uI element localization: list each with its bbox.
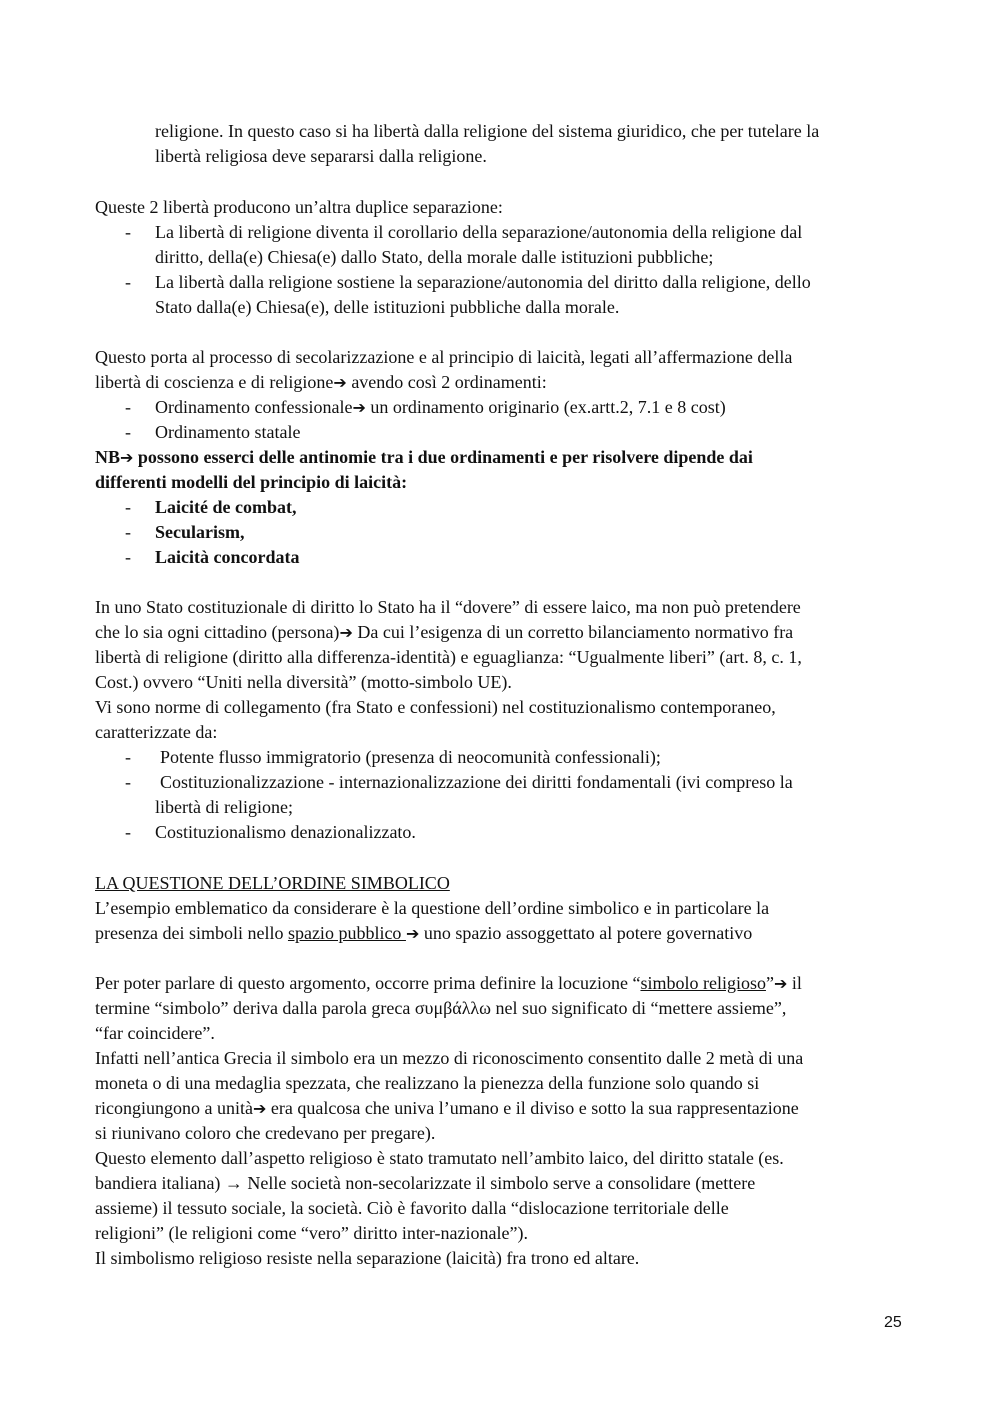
text-line: moneta o di una medaglia spezzata, che realizzano la pienezza della funzione solo quando si [95,1073,760,1093]
text-span: Ordinamento confessionale [155,397,353,417]
list-item-text: Costituzionalizzazione - internazionalizzazione dei diritti fondamentali (ivi compreso la [160,772,793,792]
text-line: libertà religiosa deve separarsi dalla religione. [155,146,487,166]
arrow-icon: ➔ [333,373,347,392]
text-span: libertà di coscienza e di religione [95,372,334,392]
bullet-dash: - [125,397,131,417]
text-line: si riunivano coloro che credevano per pregare). [95,1123,436,1143]
text-line: religioni” (le religioni come “vero” diritto inter-nazionale”). [95,1223,528,1243]
text-span: un ordinamento originario (ex.artt.2, 7.1 e 8 cost) [365,397,726,417]
text-line: religione. In questo caso si ha libertà dalla religione del sistema giuridico, che per tutelare la [155,121,820,141]
text-span: avendo così 2 ordinamenti: [346,372,547,392]
list-item-text: Laicité de combat, [155,497,297,517]
bullet-dash: - [125,547,131,567]
section-heading: LA QUESTIONE DELL’ORDINE SIMBOLICO [95,873,450,893]
bullet-dash: - [125,422,131,442]
text-span: Per poter parlare di questo argomento, occorre prima definire la locuzione “ [95,973,641,993]
arrow-icon: ➔ [339,623,353,642]
arrow-icon: ➔ [120,448,134,467]
text-span: uno spazio assoggettato al potere governativo [419,923,753,943]
arrow-icon: ➔ [352,398,366,417]
list-item [0,220,1000,245]
text-line: bandiera italiana) → Nelle società non-secolarizzate il simbolo serve a consolidare (mettere [95,1173,756,1193]
text-line: Stato dalla(e) Chiesa(e), delle istituzioni pubbliche dalla morale. [155,297,620,317]
arrow-icon: ➔ [405,924,420,943]
list-item-text: Potente flusso immigratorio (presenza di neocomunità confessionali); [160,747,661,767]
text-span: il [787,973,802,993]
text-line: “far coincidere”. [95,1023,215,1043]
text-span: Da cui l’esigenza di un corretto bilanciamento normativo fra [352,622,794,642]
page-number: 25 [884,1314,902,1331]
text-line [95,370,547,395]
text-span: NB [95,447,121,467]
list-item-text: Ordinamento statale [155,422,301,442]
bullet-dash: - [125,747,131,767]
list-item-text: Secularism, [155,522,245,542]
text-line: L’esempio emblematico da considerare è la questione dell’ordine simbolico e in particolare la [95,898,770,918]
list-item [0,495,1000,520]
text-line: libertà di religione (diritto alla differenza-identità) e eguaglianza: “Ugualmente liberi” (art. 8, c. 1, [95,647,802,667]
list-item [0,520,1000,545]
text-line: Cost.) ovvero “Uniti nella diversità” (motto-simbolo UE). [95,672,512,692]
text-line: diritto, della(e) Chiesa(e) dallo Stato, della morale dalle istituzioni pubbliche; [155,247,714,267]
text-span: era qualcosa che univa l’umano e il diviso e sotto la sua rappresentazione [266,1098,799,1118]
text-line [95,1096,799,1121]
list-item [0,770,1000,795]
text-line: Questo elemento dall’aspetto religioso è stato tramutato nell’ambito laico, del diritto statale (es. [95,1148,784,1168]
list-item [0,395,1000,420]
text-line: caratterizzate da: [95,722,218,742]
list-item [0,420,1000,445]
text-line: Il simbolismo religioso resiste nella separazione (laicità) fra trono ed altare. [95,1248,640,1268]
arrow-icon: ➔ [773,974,788,993]
text-line [95,620,793,645]
note-line [95,445,753,470]
text-line: Queste 2 libertà producono un’altra duplice separazione: [95,197,503,217]
text-span: ricongiungono a unità [95,1098,253,1118]
text-line: Vi sono norme di collegamento (fra Stato e confessioni) nel costituzionalismo contemporaneo, [95,697,776,717]
list-item [0,270,1000,295]
list-item-text: La libertà dalla religione sostiene la separazione/autonomia del diritto dalla religione, dello [155,272,811,292]
text-line: libertà di religione; [155,797,293,817]
text-span: possono esserci delle antinomie tra i due ordinamenti e per risolvere dipende dai [133,447,753,467]
list-item [0,745,1000,770]
underlined-term: simbolo religioso [640,973,766,993]
bullet-dash: - [125,497,131,517]
note-line: differenti modelli del principio di laicità: [95,472,408,492]
list-item-text: La libertà di religione diventa il corollario della separazione/autonomia della religione dal [155,222,803,242]
text-span: presenza dei simboli nello [95,923,288,943]
bullet-dash: - [125,222,131,242]
bullet-dash: - [125,272,131,292]
bullet-dash: - [125,772,131,792]
bullet-dash: - [125,522,131,542]
list-item [0,545,1000,570]
text-line: assieme) il tessuto sociale, la società. Ciò è favorito dalla “dislocazione territoriale delle [95,1198,729,1218]
text-line: termine “simbolo” deriva dalla parola greca συμβάλλω nel suo significato di “mettere assieme”, [95,998,787,1018]
arrow-icon: ➔ [252,1099,267,1118]
text-line: In uno Stato costituzionale di diritto lo Stato ha il “dovere” di essere laico, ma non può pretendere [95,597,801,617]
text-line [95,921,752,946]
text-span: ” [765,973,774,993]
text-line [95,971,802,996]
list-item-text: Laicità concordata [155,547,300,567]
list-item-text [155,395,726,420]
list-item-text: Costituzionalismo denazionalizzato. [155,822,416,842]
text-line: Infatti nell’antica Grecia il simbolo era un mezzo di riconoscimento consentito dalle 2 metà di una [95,1048,804,1068]
text-line: Questo porta al processo di secolarizzazione e al principio di laicità, legati all’affermazione della [95,347,793,367]
bullet-dash: - [125,822,131,842]
list-item [0,820,1000,845]
text-span: che lo sia ogni cittadino (persona) [95,622,340,642]
underlined-term: spazio pubblico [287,923,406,943]
